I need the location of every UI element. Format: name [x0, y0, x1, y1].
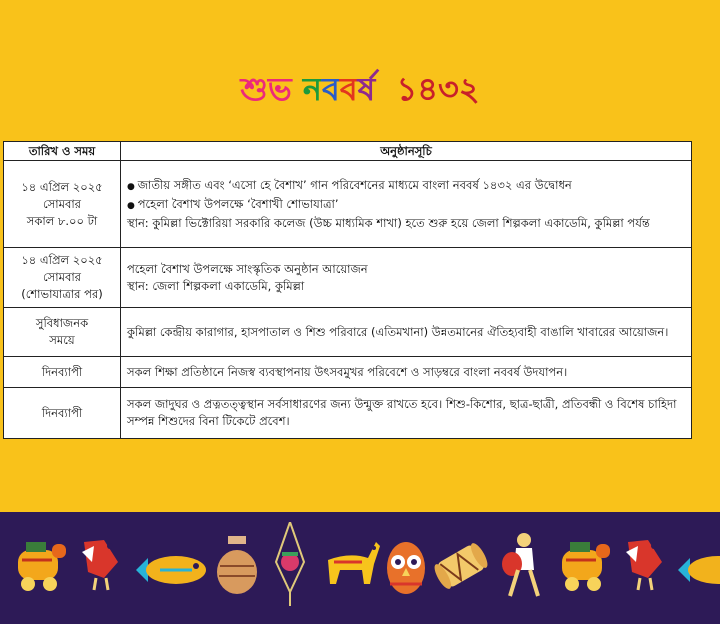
list-item: ● জাতীয় সঙ্গীত এবং ‘এসো হে বৈশাখ’ গান পরিবেশনের মাধ্যমে বাংলা নববর্ষ ১৪৩২ এর উদ্বোধন	[127, 177, 685, 196]
schedule-table	[3, 141, 692, 439]
date-cell: ১৪ এপ্রিল ২০২৫ সোমবার (শোভাযাত্রার পর)	[4, 248, 121, 308]
folk-art-strip	[0, 512, 720, 624]
elephant-toy-icon	[12, 534, 70, 596]
program-cell: পহেলা বৈশাখ উপলক্ষে সাংস্কৃতিক অনুষ্ঠান আয়োজন স্থান: জেলা শিল্পকলা একাডেমি, কুমিল্লা	[121, 248, 692, 308]
horse-toy-icon	[320, 534, 384, 596]
date-cell: ১৪ এপ্রিল ২০২৫ সোমবার সকাল ৮.০০ টা	[4, 161, 121, 248]
fish-icon	[130, 550, 212, 592]
column-header-date: তারিখ ও সময়	[4, 142, 121, 161]
date-cell: সুবিধাজনক সময়ে	[4, 308, 121, 357]
column-header-program: অনুষ্ঠানসূচি	[121, 142, 692, 161]
venue-note: স্থান: কুমিল্লা ভিক্টোরিয়া সরকারি কলেজ (উচ্চ মাধ্যমিক শাখা) হতে শুরু হয়ে জেলা শিল্পকলা একাডেমি, কুমিল্লা পর্যন্ত	[127, 215, 650, 230]
date-cell: দিনব্যাপী	[4, 357, 121, 388]
title-year: ১৪৩২	[396, 70, 480, 108]
table-row	[4, 308, 692, 357]
venue-note: স্থান: জেলা শিল্পকলা একাডেমি, কুমিল্লা	[127, 278, 305, 293]
program-cell: সকল শিক্ষা প্রতিষ্ঠানে নিজস্ব ব্যবস্থাপনায় উৎসবমুখর পরিবেশে ও সাড়ম্বরে বাংলা নববর্ষ উদযাপন।	[121, 357, 692, 388]
elephant-toy-icon	[556, 534, 614, 596]
table-row	[4, 388, 692, 439]
program-cell: সকল জাদুঘর ও প্রত্নতত্ত্বস্থান সর্বসাধারণের জন্য উন্মুক্ত রাখতে হবে। শিশু-কিশোর, ছাত্র-ছাত্রী, প্রতিবন্ধী ও বিশেষ চাহিদা সম্পন্ন শিশুদের বিনা টিকেটে প্রবেশ।	[121, 388, 692, 439]
rooster-icon	[74, 532, 126, 594]
rooster-icon	[618, 532, 670, 594]
dhol-player-icon	[496, 530, 550, 600]
fish-icon	[672, 550, 720, 592]
title-word-shubho: শুভ	[240, 70, 292, 108]
table-row	[4, 357, 692, 388]
title-word-noboborsho: নববর্ষ	[302, 70, 376, 108]
page-title	[0, 64, 720, 114]
owl-mask-icon	[384, 534, 428, 598]
table-row	[4, 248, 692, 308]
dhol-drum-icon	[432, 536, 490, 596]
table-header-row	[4, 142, 692, 161]
program-cell: কুমিল্লা কেন্দ্রীয় কারাগার, হাসপাতাল ও শিশু পরিবারে (এতিমখানা) উন্নতমানের ঐতিহ্যবাহী বাঙালি খাবারের আয়োজন।	[121, 308, 692, 357]
list-item: ● পহেলা বৈশাখ উপলক্ষে ‘বৈশাখী শোভাযাত্রা’	[127, 196, 685, 215]
clay-pot-icon	[214, 534, 260, 598]
hanging-shika-icon	[270, 522, 310, 608]
date-cell: দিনব্যাপী	[4, 388, 121, 439]
program-cell	[121, 161, 692, 248]
table-row	[4, 161, 692, 248]
